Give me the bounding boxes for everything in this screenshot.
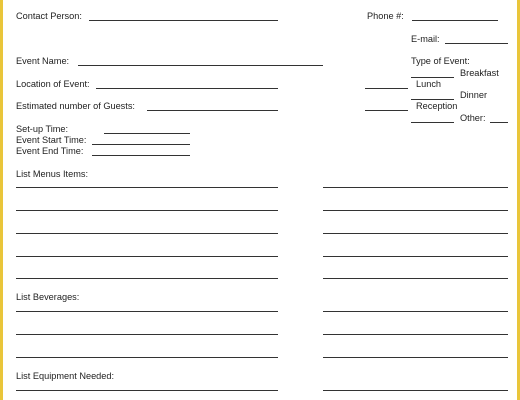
end-time-label: Event End Time: bbox=[16, 146, 84, 156]
beverage-line-right[interactable] bbox=[323, 334, 508, 335]
guests-field[interactable] bbox=[147, 110, 278, 111]
reception-checkbox-line[interactable] bbox=[365, 110, 408, 111]
beverages-label: List Beverages: bbox=[16, 292, 80, 302]
lunch-checkbox-line[interactable] bbox=[365, 88, 408, 89]
beverage-line-right[interactable] bbox=[323, 357, 508, 358]
menu-line-right[interactable] bbox=[323, 210, 508, 211]
dinner-label: Dinner bbox=[460, 90, 488, 100]
event-name-field[interactable] bbox=[78, 65, 323, 66]
event-name-label: Event Name: bbox=[16, 56, 70, 66]
breakfast-checkbox-line[interactable] bbox=[411, 77, 454, 78]
email-label: E-mail: bbox=[411, 34, 440, 44]
menu-line-right[interactable] bbox=[323, 187, 508, 188]
guests-label: Estimated number of Guests: bbox=[16, 101, 135, 111]
contact-person-field[interactable] bbox=[89, 20, 278, 21]
location-label: Location of Event: bbox=[16, 79, 90, 89]
menu-line-right[interactable] bbox=[323, 233, 508, 234]
reception-label: Reception bbox=[416, 101, 458, 111]
location-field[interactable] bbox=[96, 88, 278, 89]
menu-line-left[interactable] bbox=[16, 233, 278, 234]
dinner-checkbox-line[interactable] bbox=[411, 99, 454, 100]
menu-line-left[interactable] bbox=[16, 278, 278, 279]
start-time-label: Event Start Time: bbox=[16, 135, 87, 145]
lunch-label: Lunch bbox=[416, 79, 442, 89]
menu-items-label: List Menus Items: bbox=[16, 169, 88, 179]
other-label: Other: bbox=[460, 113, 486, 123]
beverage-line-left[interactable] bbox=[16, 311, 278, 312]
equipment-line-right[interactable] bbox=[323, 390, 508, 391]
catering-form-sheet bbox=[3, 0, 517, 400]
email-field[interactable] bbox=[445, 43, 508, 44]
beverage-line-right[interactable] bbox=[323, 311, 508, 312]
start-time-field[interactable] bbox=[92, 144, 190, 145]
menu-line-right[interactable] bbox=[323, 256, 508, 257]
phone-label: Phone #: bbox=[367, 11, 404, 21]
setup-time-label: Set-up Time: bbox=[16, 124, 69, 134]
setup-time-field[interactable] bbox=[104, 133, 190, 134]
other-field[interactable] bbox=[490, 122, 508, 123]
equipment-line-left[interactable] bbox=[16, 390, 278, 391]
menu-line-right[interactable] bbox=[323, 278, 508, 279]
beverage-line-left[interactable] bbox=[16, 357, 278, 358]
equipment-label: List Equipment Needed: bbox=[16, 371, 115, 381]
phone-field[interactable] bbox=[412, 20, 498, 21]
menu-line-left[interactable] bbox=[16, 187, 278, 188]
end-time-field[interactable] bbox=[92, 155, 190, 156]
breakfast-label: Breakfast bbox=[460, 68, 499, 78]
beverage-line-left[interactable] bbox=[16, 334, 278, 335]
contact-person-label: Contact Person: bbox=[16, 11, 82, 21]
menu-line-left[interactable] bbox=[16, 256, 278, 257]
type-of-event-label: Type of Event: bbox=[411, 56, 470, 66]
menu-line-left[interactable] bbox=[16, 210, 278, 211]
other-checkbox-line[interactable] bbox=[411, 122, 454, 123]
